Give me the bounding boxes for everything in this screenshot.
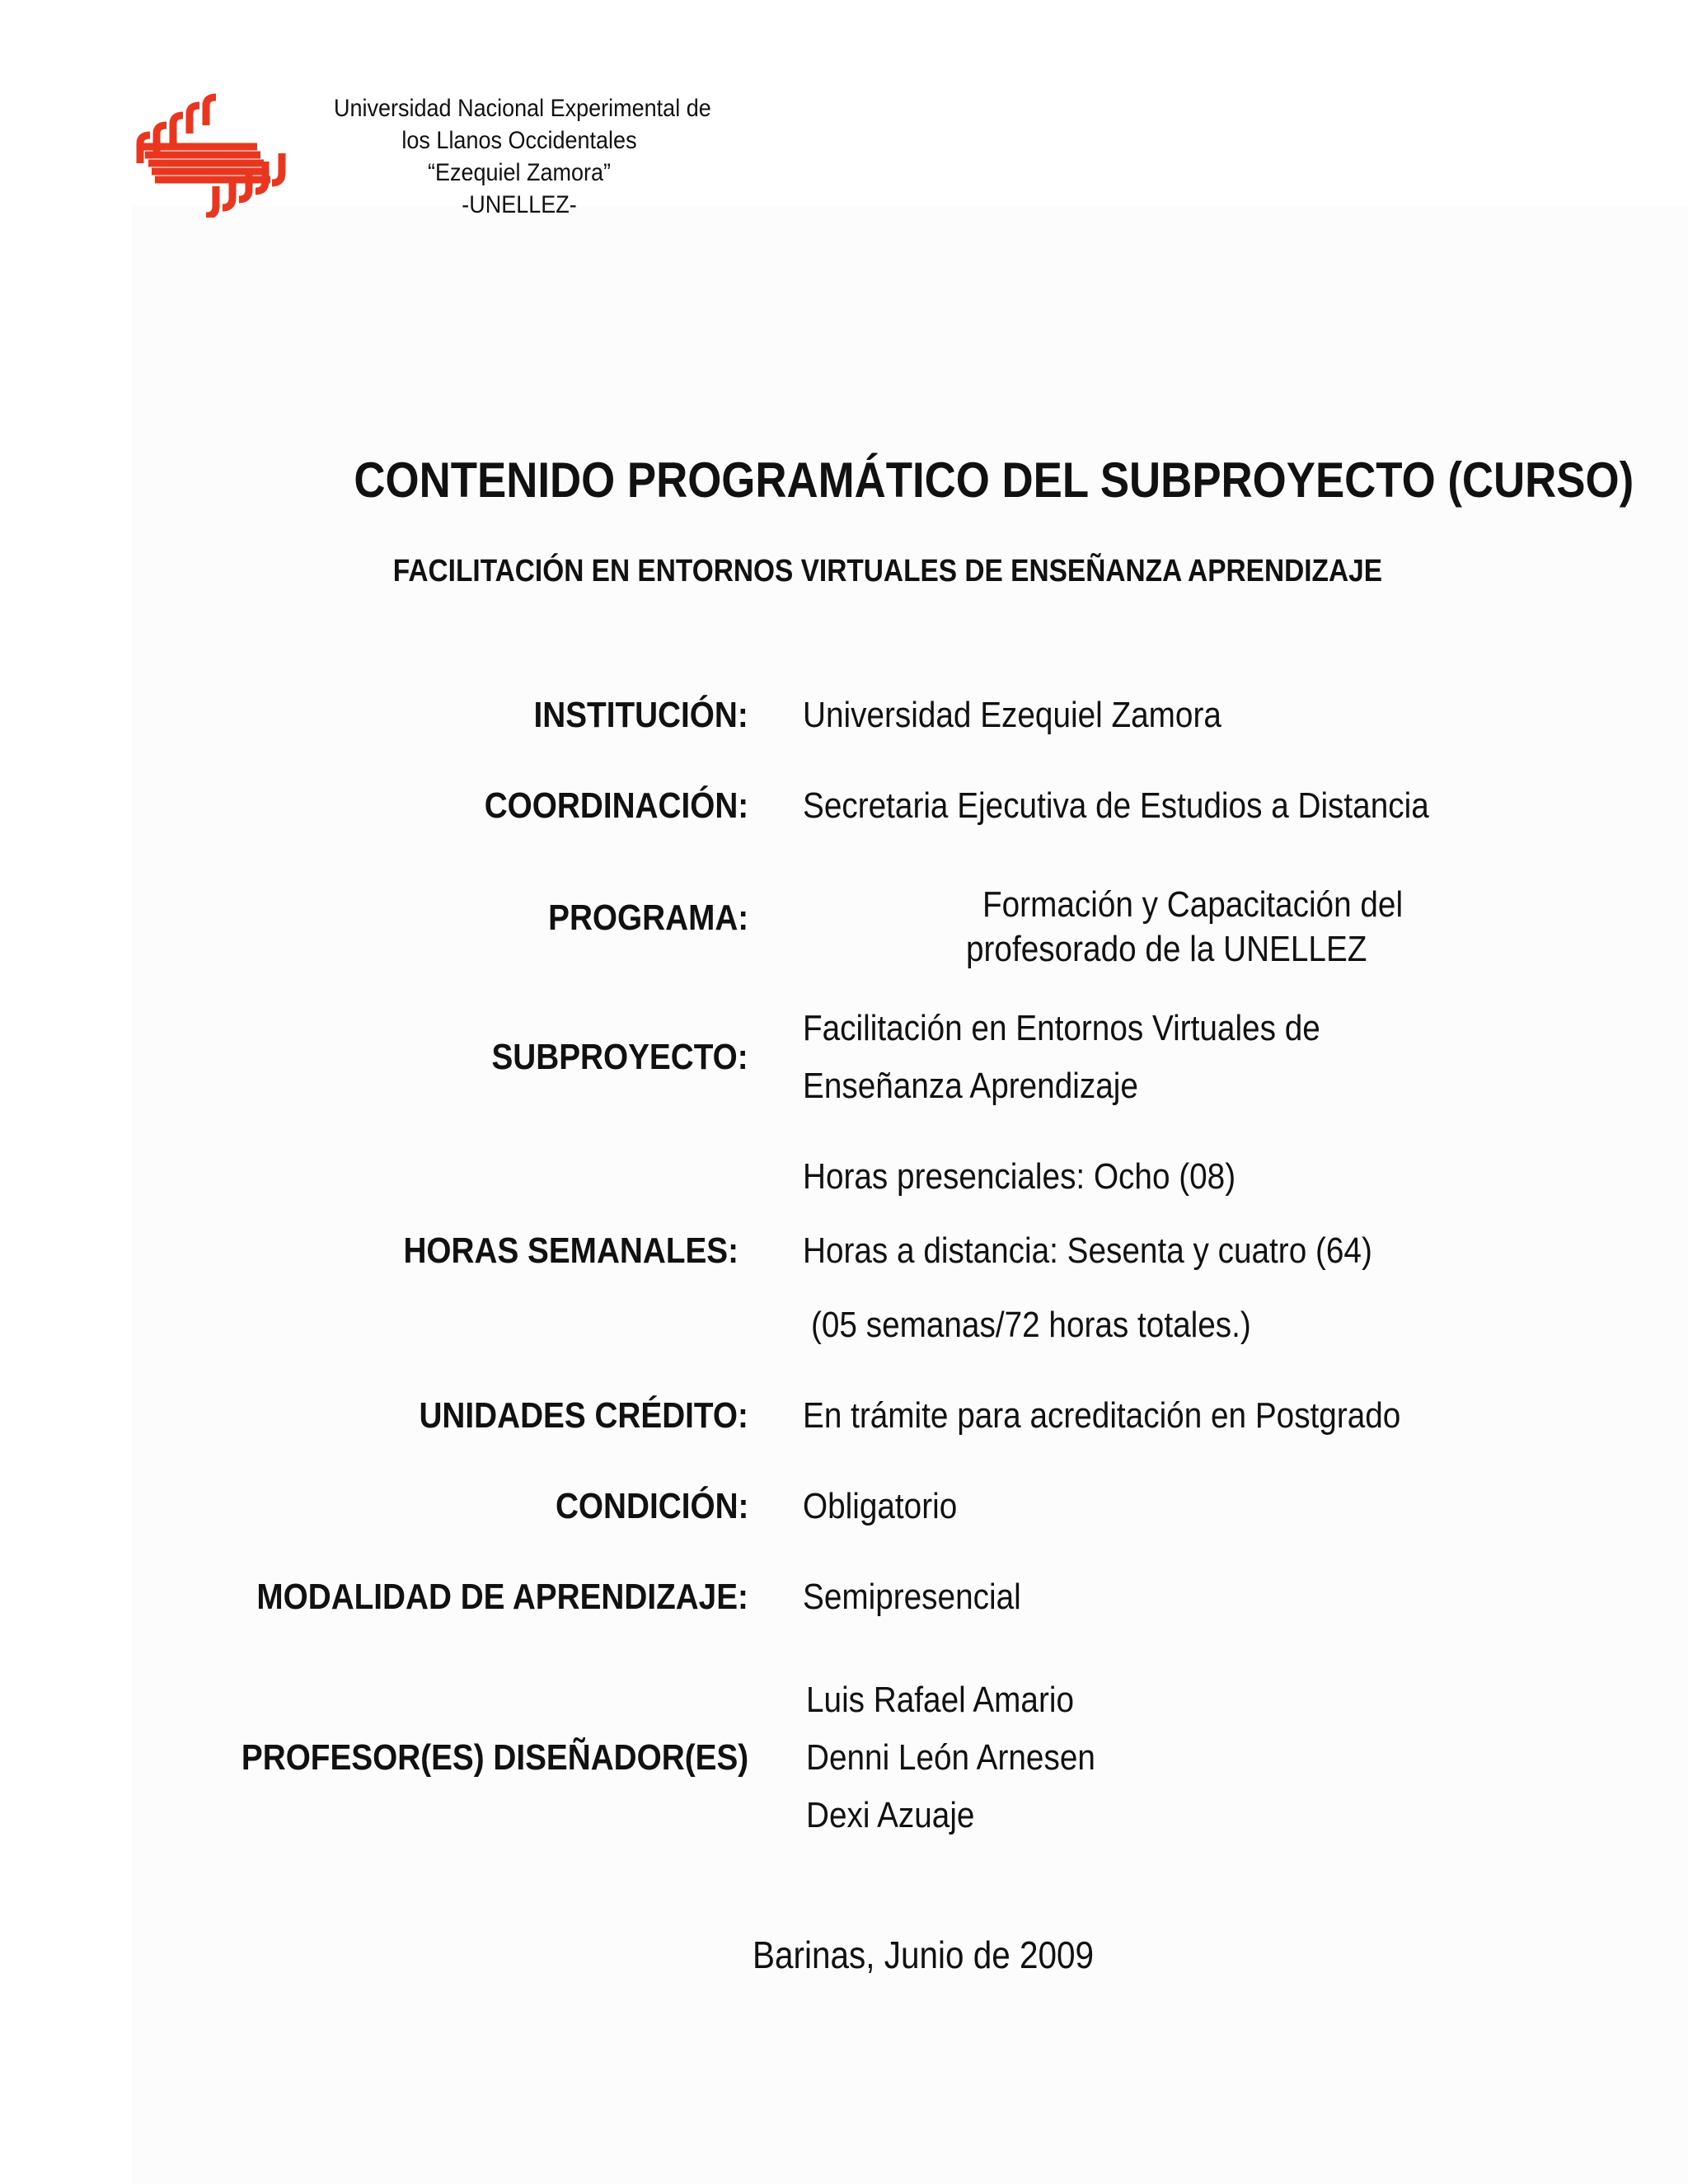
- horas-label: HORAS SEMANALES:: [403, 1230, 738, 1271]
- document-subtitle: FACILITACIÓN EN ENTORNOS VIRTUALES DE ENSEÑANZA APRENDIZAJE: [392, 554, 1383, 588]
- logo-hook-lower: [206, 186, 216, 216]
- modalidad-label: MODALIDAD DE APRENDIZAJE:: [256, 1577, 748, 1617]
- place-date: Barinas, Junio de 2009: [752, 1933, 1095, 1976]
- university-line: Universidad Nacional Experimental de: [334, 95, 711, 122]
- horas-value-line: Horas presenciales: Ocho (08): [803, 1156, 1236, 1197]
- subproyecto-value-line: Facilitación en Entornos Virtuales de: [803, 1008, 1320, 1048]
- unidades-label: UNIDADES CRÉDITO:: [419, 1395, 748, 1436]
- university-line: “Ezequiel Zamora”: [427, 159, 612, 186]
- logo-hook-upper: [173, 115, 183, 143]
- institucion-value: Universidad Ezequiel Zamora: [803, 695, 1221, 735]
- unellez-logo: [134, 92, 292, 218]
- programa-value-line: Formación y Capacitación del: [982, 884, 1404, 925]
- profesor-name: Dexi Azuaje: [806, 1795, 975, 1835]
- subproyecto-label: SUBPROYECTO:: [491, 1037, 748, 1077]
- university-header: [334, 92, 711, 221]
- profesores-label: PROFESOR(ES) DISEÑADOR(ES): [241, 1737, 748, 1778]
- condicion-value: Obligatorio: [803, 1486, 958, 1526]
- logo-hook-upper: [206, 97, 216, 125]
- document-title: CONTENIDO PROGRAMÁTICO DEL SUBPROYECTO (CURSO): [354, 452, 1634, 508]
- programa-value-line: profesorado de la UNELLEZ: [966, 929, 1367, 969]
- subproyecto-value-line: Enseñanza Aprendizaje: [803, 1066, 1138, 1106]
- condicion-label: CONDICIÓN:: [555, 1486, 748, 1526]
- profesor-name: Denni León Arnesen: [806, 1737, 1095, 1778]
- horas-value-line: Horas a distancia: Sesenta y cuatro (64): [803, 1230, 1372, 1271]
- university-line: -UNELLEZ-: [462, 191, 577, 218]
- logo-hook-upper: [190, 105, 199, 134]
- modalidad-value: Semipresencial: [803, 1577, 1021, 1617]
- horas-value-line: (05 semanas/72 horas totales.): [811, 1305, 1251, 1345]
- coordinacion-label: COORDINACIÓN:: [484, 785, 748, 826]
- programa-label: PROGRAMA:: [547, 898, 748, 938]
- coordinacion-value: Secretaria Ejecutiva de Estudios a Distancia: [803, 785, 1429, 826]
- university-line: los Llanos Occidentales: [401, 127, 637, 154]
- profesor-name: Luis Rafael Amario: [806, 1680, 1074, 1720]
- institucion-label: INSTITUCIÓN:: [533, 695, 748, 735]
- logo-hook-lower: [272, 153, 282, 183]
- unidades-value: En trámite para acreditación en Postgrado: [803, 1395, 1401, 1436]
